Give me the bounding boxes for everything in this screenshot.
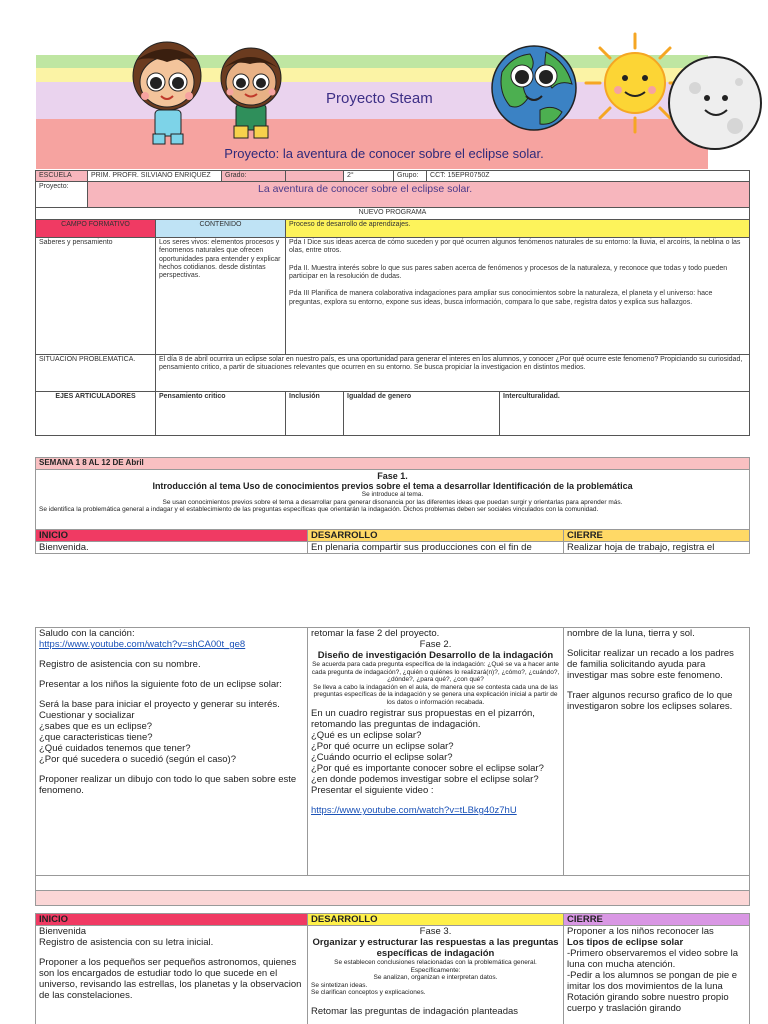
- base-text: Será la base para iniciar el proyecto y generar su interés.: [39, 699, 280, 710]
- video-link[interactable]: https://www.youtube.com/watch?v=tLBkg40z7hU: [311, 805, 517, 816]
- grupo-label: Grupo:: [394, 171, 427, 182]
- desarrollo-header-2: DESARROLLO: [308, 914, 564, 926]
- inicio-column: [36, 628, 308, 876]
- pda-3: Pda III Planifica de manera colaborativa indagaciones para ampliar sus conocimientos sobre la naturaleza, el planeta y el universo: hace preguntas, explora su entorno, expone sus ideas, busca información, compara lo que sabe, registra datos y explica sus hallazgos.: [289, 290, 713, 306]
- activities-continued-table: [35, 627, 750, 906]
- inicio-header-2: INICIO: [36, 914, 308, 926]
- fase3-small-1: Se establecen conclusiones relacionadas con la problemática general.: [334, 959, 537, 966]
- boy-illustration: [210, 40, 290, 140]
- cierre-header-2: CIERRE: [564, 914, 750, 926]
- desarrollo-header: DESARROLLO: [308, 530, 564, 542]
- girl-illustration: [125, 38, 210, 148]
- inicio2-astronomos: Proponer a los pequeños ser pequeños astronomos, quienes son los encargados de estudiar todo lo que sucede en el universo, revisando las estrellas, los planetas y la observacion de las constelaciones.: [39, 957, 302, 1001]
- contenido-header: CONTENIDO: [156, 219, 286, 237]
- inicio2-registro: Registro de asistencia con su letra inicial.: [39, 937, 214, 948]
- nuevo-programa-label: NUEVO PROGRAMA: [36, 208, 750, 219]
- fase2-small-2: Se lleva a cabo la indagación en el aula, de manera que se contesta cada una de las preguntas específicas de la indagación y se genera una explicación inicial a partir de los datos o información recabada.: [313, 683, 558, 706]
- fase1-block: [36, 470, 750, 530]
- cuestionar-text: Cuestionar y socializar: [39, 710, 135, 721]
- inicio-column-2: [36, 926, 308, 1024]
- cierre-recado: Solicitar realizar un recado a los padres de familia solicitando ayuda para investigar mas sobre este fenomeno.: [567, 648, 734, 681]
- pda-list: [286, 237, 750, 354]
- banner-title: Proyecto Steam: [326, 90, 433, 107]
- dibujo-text: Proponer realizar un dibujo con todo lo que saben sobre este fenomeno.: [39, 774, 297, 796]
- fase3-small-3: Se analizan, organizan e interpretan datos.: [373, 974, 498, 981]
- foto-text: Presentar a los niños la siguiente foto de un eclipse solar:: [39, 679, 282, 690]
- fase3-small-2: Específicamente:: [410, 966, 461, 974]
- fase3-title: Organizar y estructurar las respuestas a las preguntas específicas de indagación: [312, 937, 559, 959]
- inicio-bienvenida: Bienvenida.: [36, 542, 308, 554]
- saludo-text: Saludo con la canción:: [39, 628, 135, 639]
- semana-header: SEMANA 1 8 AL 12 DE Abril: [36, 458, 750, 470]
- retomar-text: retomar la fase 2 del proyecto.: [311, 628, 440, 639]
- fase1-line1: Se usan conocimientos previos sobre el tema a desarrollar para generar disonancia por las diferentes ideas que puedan surgir y orientarlas para aprender más.: [162, 498, 623, 506]
- eje-igualdad: Igualdad de genero: [344, 391, 500, 435]
- fase3-small-4: Se sintetizan ideas.: [311, 981, 368, 989]
- inicio-question-1: ¿sabes que es un eclipse?: [39, 721, 153, 732]
- fase1-title: Introducción al tema Uso de conocimientos previos sobre el tema a desarrollar Identificación de la problemática: [152, 481, 633, 491]
- contenido-value: Los seres vivos: elementos procesos y fenomenos naturales que ofrecen oportunidades para entender y explicar hechos cotidianos. desde distintas perspectivas.: [156, 237, 286, 354]
- desarrollo-column-2: [308, 926, 564, 1024]
- blank-row: [36, 876, 750, 891]
- fase3-small-5: Se clarifican conceptos y explicaciones.: [311, 989, 426, 996]
- inicio2-bienvenida: Bienvenida: [39, 926, 87, 937]
- proceso-header: Proceso de desarrollo de aprendizajes.: [286, 219, 750, 237]
- fase3-label: Fase 3.: [419, 926, 452, 937]
- inicio-header: INICIO: [36, 530, 308, 542]
- cuadro-text: En un cuadro registrar sus propuestas en el pizarrón, retomando las preguntas de indagación.: [311, 708, 535, 730]
- campo-formativo-value: Saberes y pensamiento: [36, 237, 156, 354]
- inicio-question-4: ¿Por qué sucedera o sucedió (según el caso)?: [39, 754, 236, 765]
- situacion-value: El día 8 de abril ocurrira un eclipse solar en nuestro país, es una oportunidad para generar el interes en los alumnos, y conocer ¿Por qué ocurre este fenomeno? Propiciando su curiosidad, pensamiento critico, a partir de situaciones relevantes que ocurren en su entorno. Se busca propiciar la investigacion en distintos medios.: [156, 354, 750, 391]
- desarrollo-start: En plenaria compartir sus producciones con el fin de: [308, 542, 564, 554]
- fase1-line2: Se identifica la problemática general a indagar y el establecimiento de las preguntas específicas que orientarán la indagación. Dichos problemas deben ser sociales vinculados con la comunidad.: [39, 506, 599, 513]
- cierre-column-2: [564, 926, 750, 1024]
- fase1-label: Fase 1.: [377, 471, 408, 481]
- cierre2-video: -Primero observaremos el video sobre la luna con mucha atención.: [567, 948, 739, 970]
- pda-1: Pda I Dice sus ideas acerca de cómo suceden y por qué ocurren algunos fenómenos naturales de su entorno: la lluvia, el arcoíris, la neblina o las olas, entre otros.: [289, 238, 741, 255]
- cierre-column: [564, 628, 750, 876]
- week1-table: [35, 457, 750, 554]
- moon-illustration: [665, 48, 765, 158]
- fase2-label: Fase 2.: [419, 639, 452, 650]
- eje-inclusion: Inclusión: [286, 391, 344, 435]
- desarrollo-question-1: ¿Qué es un eclipse solar?: [311, 730, 422, 741]
- cierre2-tipos: Los tipos de eclipse solar: [567, 937, 684, 948]
- fase3-retomar: Retomar las preguntas de indagación planteadas: [311, 1005, 519, 1017]
- escuela-value: PRIM. PROFR. SILVIANO ENRIQUEZ: [88, 171, 222, 182]
- cierre-recurso: Traer algunos recurso grafico de lo que investigaron sobre los eclipses solares.: [567, 690, 733, 712]
- inicio-question-3: ¿Qué cuidados tenemos que tener?: [39, 743, 191, 754]
- cierre-header: CIERRE: [564, 530, 750, 542]
- grado-label: Grado:: [222, 171, 286, 182]
- escuela-label: ESCUELA: [36, 171, 88, 182]
- desarrollo-column: [308, 628, 564, 876]
- cct-label: CCT: 15EPR0750Z: [427, 171, 750, 182]
- inicio-question-2: ¿que caracteristicas tiene?: [39, 732, 153, 743]
- cierre2-intro: Proponer a los niños reconocer las: [567, 926, 714, 937]
- earth-illustration: [490, 32, 580, 144]
- ejes-label: EJES ARTICULADORES: [36, 391, 156, 435]
- banner-subtitle: Proyecto: la aventura de conocer sobre el eclipse solar.: [224, 146, 544, 161]
- eje-pensamiento: Pensamiento critico: [156, 391, 286, 435]
- eje-interculturalidad: Interculturalidad.: [500, 391, 750, 435]
- blank-pink-row: [36, 891, 750, 906]
- fase2-title: Diseño de investigación Desarrollo de la indagación: [317, 650, 554, 661]
- situacion-label: SITUACION PROBLEMATICA.: [36, 354, 156, 391]
- desarrollo-question-2: ¿Por qué ocurre un eclipse solar?: [311, 741, 454, 752]
- cierre-nombre: nombre de la luna, tierra y sol.: [567, 628, 695, 639]
- song-link[interactable]: https://www.youtube.com/watch?v=shCA00t_ge8: [39, 639, 246, 650]
- fase2-small-1: Se acuerda para cada pregunta específica de la indagación: ¿Qué se va a hacer ante cada pregunta de indagación?, ¿quién o quiénes lo realizará(n)?, ¿cómo?, ¿cuándo?, ¿dónde?, ¿para qué?, ¿con qué?: [311, 661, 560, 683]
- desarrollo-question-5: ¿en donde podemos investigar sobre el eclipse solar?: [311, 774, 539, 785]
- cierre-start: Realizar hoja de trabajo, registra el: [564, 542, 750, 554]
- video-text: Presentar el siguiente video :: [311, 785, 434, 796]
- planning-info-table: [35, 170, 750, 436]
- header-banner: [0, 0, 768, 175]
- week2-table: [35, 913, 750, 1024]
- proyecto-value: La aventura de conocer sobre el eclipse solar.: [88, 182, 750, 208]
- registro-text: Registro de asistencia con su nombre.: [39, 659, 201, 670]
- grado-value: 2°: [344, 171, 394, 182]
- pda-2: Pda II. Muestra interés sobre lo que sus pares saben acerca de fenómenos y procesos de la naturaleza, y reconoce que todas y todo pueden participar en la resolución de dudas.: [289, 264, 728, 281]
- campo-formativo-header: CAMPO FORMATIVO: [36, 219, 156, 237]
- proyecto-label: Proyecto:: [36, 182, 88, 208]
- cierre2-movimientos: -Pedir a los alumnos se pongan de pie e imitar los dos movimientos de la luna Rotación girando sobre nuestro propio cuerpo y traslación girando: [567, 970, 738, 1014]
- desarrollo-question-3: ¿Cuándo ocurrio el eclipse solar?: [311, 752, 453, 763]
- desarrollo-question-4: ¿Por qué es importante conocer sobre el eclipse solar?: [311, 763, 544, 774]
- fase1-intro: Se introduce al tema.: [361, 491, 424, 498]
